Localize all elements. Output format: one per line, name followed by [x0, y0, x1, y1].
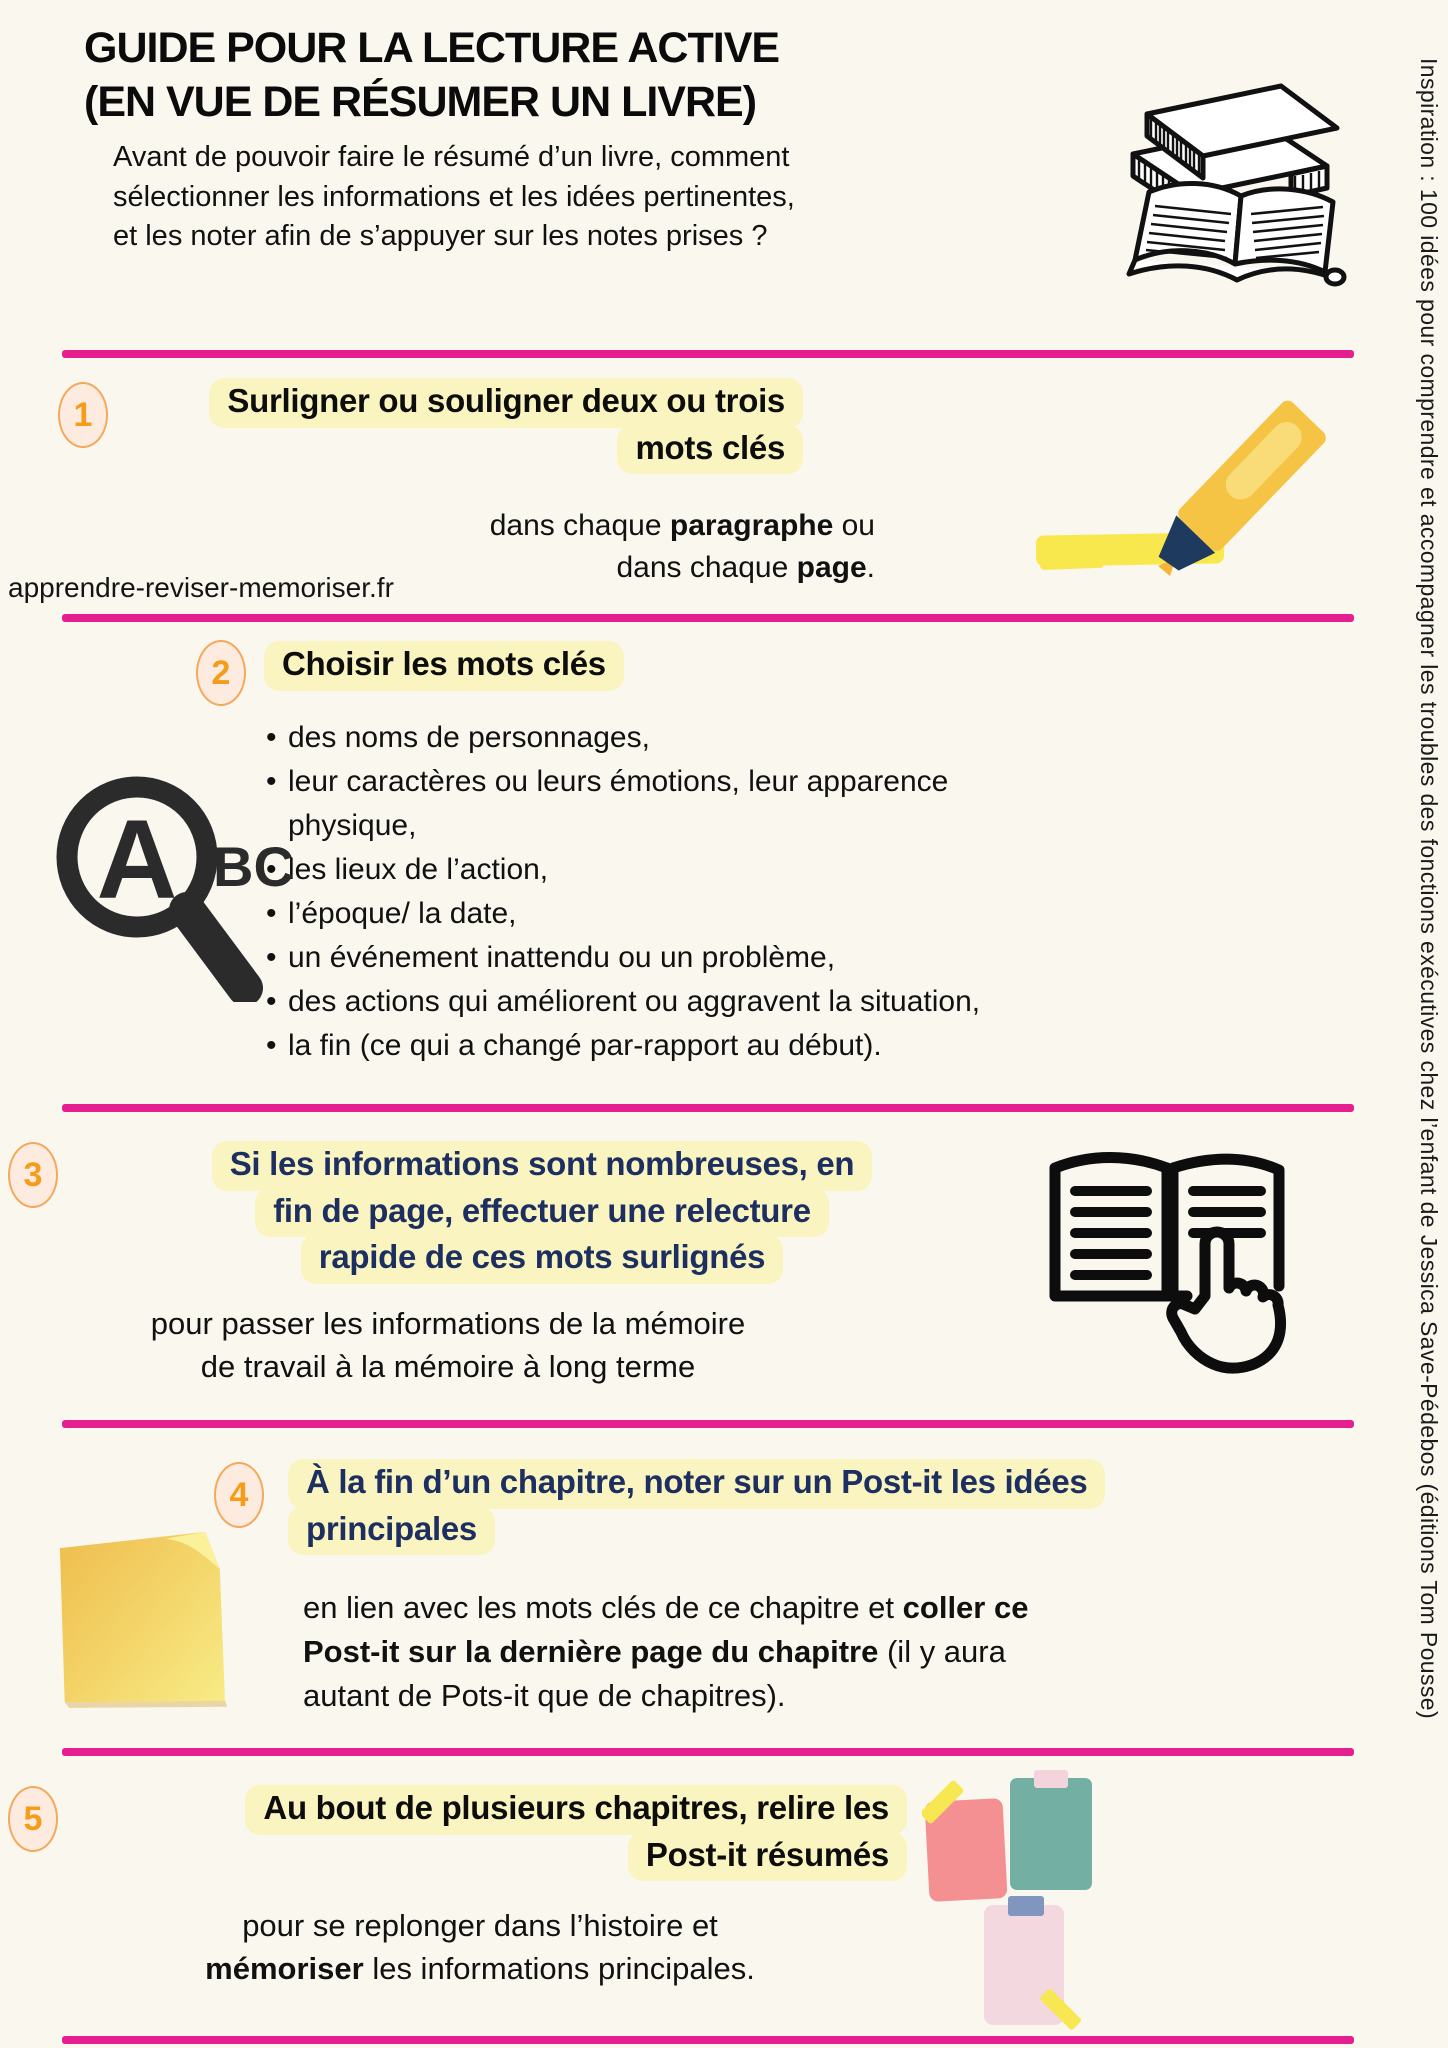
- section-divider: [62, 614, 1354, 622]
- section1-title: [163, 381, 803, 474]
- title-highlight-line: À la fin d’un chapitre, noter sur un Post-it les idées: [288, 1459, 1105, 1509]
- section5-body: [50, 1904, 910, 1991]
- title-highlight-line: fin de page, effectuer une relecture: [255, 1188, 829, 1238]
- title-highlight-line: Choisir les mots clés: [264, 641, 624, 691]
- body-line: pour se replonger dans l’histoire et: [242, 1908, 718, 1943]
- credit-vertical-text: Inspiration : 100 idées pour comprendre et accompagner les troubles des fonctions exécutives chez l’enfant de Jessica Save-Pédebos (éditions Tom Pousse): [1416, 58, 1442, 1720]
- body-line: Post-it sur la dernière page du chapitre (il y aura: [303, 1634, 1006, 1670]
- bullet-item: • un événement inattendu ou un problème,: [262, 936, 1052, 980]
- body-line: mémoriser les informations principales.: [205, 1951, 755, 1987]
- bullet-item: • des actions qui améliorent ou aggravent la situation,: [262, 980, 1052, 1024]
- step-number: 1: [73, 395, 93, 434]
- section4-body: [303, 1586, 1283, 1718]
- bullet-item: • des noms de personnages,: [262, 716, 1052, 760]
- section-divider: [62, 2036, 1354, 2044]
- body-line: autant de Pots-it que de chapitres).: [303, 1678, 786, 1714]
- body-line: en lien avec les mots clés de ce chapitre et coller ce: [303, 1590, 1029, 1625]
- intro-line: Avant de pouvoir faire le résumé d’un livre, comment: [113, 141, 790, 173]
- step-badge-4: [214, 1462, 264, 1528]
- intro-line: et les noter afin de s’appuyer sur les notes prises ?: [113, 220, 768, 253]
- title-highlight-line: Au bout de plusieurs chapitres, relire les: [245, 1785, 907, 1835]
- title-highlight-line: Si les informations sont nombreuses, en: [212, 1141, 873, 1191]
- page-title-line1: GUIDE POUR LA LECTURE ACTIVE: [84, 24, 780, 72]
- postit-cluster-icon: [922, 1770, 1102, 2032]
- title-highlight-line: rapide de ces mots surlignés: [301, 1234, 783, 1284]
- abc-magnifier-icon: [45, 752, 295, 1002]
- title-highlight-line: principales: [288, 1506, 495, 1556]
- svg-text:A: A: [96, 797, 178, 922]
- section3-body: [78, 1302, 818, 1389]
- section-divider: [62, 350, 1354, 358]
- section2-title: [264, 644, 624, 691]
- section-divider: [62, 1748, 1354, 1756]
- svg-text:BC: BC: [213, 835, 294, 898]
- step-number: 3: [23, 1155, 43, 1194]
- step-badge-3: [8, 1142, 58, 1208]
- step-badge-5: [8, 1786, 58, 1852]
- section-divider: [62, 1420, 1354, 1428]
- book-pointer-hand-icon: [1035, 1146, 1305, 1391]
- step-number: 5: [23, 1799, 43, 1838]
- step-number: 2: [211, 653, 231, 692]
- page-title-line2: (EN VUE DE RÉSUMER UN LIVRE): [84, 77, 757, 126]
- intro-line: sélectionner les informations et les idées pertinentes,: [113, 180, 795, 213]
- section4-title: [288, 1462, 1322, 1555]
- bullet-item: • les lieux de l’action,: [262, 848, 1052, 892]
- books-illustration: [1085, 66, 1353, 318]
- page-title: [84, 22, 1094, 130]
- title-highlight-line: Surligner ou souligner deux ou trois: [209, 378, 803, 428]
- highlighter-icon: [1008, 376, 1340, 590]
- body-line: pour passer les informations de la mémoire: [150, 1306, 746, 1341]
- section3-title: [73, 1144, 1011, 1284]
- title-highlight-line: Post-it résumés: [628, 1832, 907, 1882]
- section5-title: [75, 1788, 907, 1881]
- step-badge-2: [196, 640, 246, 706]
- body-line: de travail à la mémoire à long terme: [200, 1349, 696, 1385]
- section2-bullet-list: [262, 716, 1052, 1068]
- title-highlight-line: mots clés: [617, 425, 803, 475]
- step-badge-1: [58, 382, 108, 448]
- bullet-item: • l’époque/ la date,: [262, 892, 1052, 936]
- watermark-url: apprendre-reviser-memoriser.fr: [8, 572, 394, 603]
- postit-note-icon: [45, 1527, 254, 1736]
- body-line: dans chaque page.: [616, 551, 875, 584]
- bullet-item: • la fin (ce qui a changé par-rapport au début).: [262, 1024, 1052, 1068]
- section-divider: [62, 1104, 1354, 1112]
- bullet-item: • leur caractères ou leurs émotions, leur apparence physique,: [262, 760, 1052, 848]
- intro-paragraph: [113, 138, 795, 257]
- body-line: dans chaque paragraphe ou: [489, 509, 875, 542]
- step-number: 4: [229, 1475, 249, 1514]
